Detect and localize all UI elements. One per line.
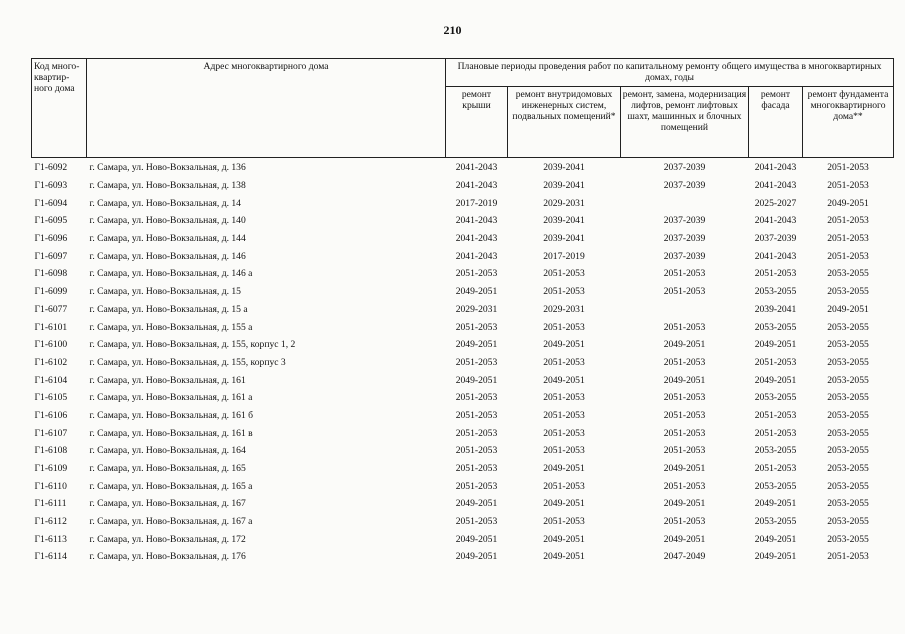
- cell-facade: 2051-2053: [754, 463, 797, 475]
- cell-facade: 2053-2055: [754, 392, 797, 404]
- cell-roof: 2049-2051: [455, 374, 498, 386]
- cell-roof: 2051-2053: [455, 427, 498, 439]
- cell-lifts: 2049-2051: [663, 374, 706, 386]
- table-row: [32, 442, 894, 460]
- cell-address: г. Самара, ул. Ново-Вокзальная, д. 161 в: [89, 427, 253, 439]
- cell-systems: 2051-2053: [543, 516, 585, 528]
- cell-systems: 2051-2053: [543, 409, 585, 421]
- cell-lifts: 2037-2039: [663, 162, 706, 174]
- table-row: [32, 495, 894, 513]
- cell-facade: 2049-2051: [754, 339, 797, 351]
- cell-systems: 2039-2041: [543, 215, 585, 227]
- cell-foundation: 2051-2053: [827, 215, 869, 227]
- cell-code: Г1-6104: [34, 374, 68, 386]
- cell-foundation: 2053-2055: [827, 286, 869, 298]
- cell-roof: 2041-2043: [455, 233, 498, 245]
- cell-roof: 2029-2031: [455, 303, 498, 315]
- cell-lifts: 2051-2053: [663, 321, 706, 333]
- cell-systems: 2039-2041: [543, 180, 585, 192]
- cell-address: г. Самара, ул. Ново-Вокзальная, д. 172: [89, 533, 246, 545]
- cell-lifts: 2051-2053: [663, 356, 706, 368]
- cell-address: г. Самара, ул. Ново-Вокзальная, д. 164: [89, 445, 246, 457]
- cell-foundation: 2053-2055: [827, 339, 869, 351]
- table-row: [32, 336, 894, 354]
- cell-code: Г1-6101: [34, 321, 68, 333]
- cell-roof: 2051-2053: [455, 463, 498, 475]
- table-row: [32, 265, 894, 283]
- cell-lifts: [621, 301, 749, 319]
- cell-facade: 2041-2043: [754, 250, 797, 262]
- cell-roof: 2049-2051: [455, 286, 498, 298]
- cell-address: г. Самара, ул. Ново-Вокзальная, д. 161: [89, 374, 246, 386]
- cell-systems: 2051-2053: [543, 480, 585, 492]
- cell-roof: 2049-2051: [455, 533, 498, 545]
- cell-address: г. Самара, ул. Ново-Вокзальная, д. 155 а: [89, 321, 253, 333]
- cell-facade: 2049-2051: [754, 374, 797, 386]
- cell-systems: 2051-2053: [543, 445, 585, 457]
- cell-systems: 2051-2053: [543, 268, 585, 280]
- cell-roof: 2051-2053: [455, 516, 498, 528]
- cell-facade: 2041-2043: [754, 215, 797, 227]
- cell-code: Г1-6106: [34, 409, 68, 421]
- cell-lifts: 2047-2049: [663, 551, 706, 563]
- cell-lifts: 2051-2053: [663, 445, 706, 457]
- cell-foundation: 2053-2055: [827, 445, 869, 457]
- cell-code: Г1-6096: [34, 233, 68, 245]
- table-row: [32, 212, 894, 230]
- cell-lifts: 2037-2039: [663, 233, 706, 245]
- cell-roof: 2051-2053: [455, 268, 498, 280]
- table-body: [32, 158, 894, 566]
- cell-roof: 2049-2051: [455, 498, 498, 510]
- cell-lifts: [621, 194, 749, 212]
- cell-address: г. Самара, ул. Ново-Вокзальная, д. 136: [89, 162, 246, 174]
- cell-code: Г1-6095: [34, 215, 68, 227]
- cell-systems: 2029-2031: [543, 303, 585, 315]
- cell-lifts: 2051-2053: [663, 480, 706, 492]
- cell-systems: 2039-2041: [543, 233, 585, 245]
- page-number: 210: [443, 23, 462, 37]
- cell-lifts: 2049-2051: [663, 339, 706, 351]
- cell-foundation: 2053-2055: [827, 268, 869, 280]
- cell-address: г. Самара, ул. Ново-Вокзальная, д. 176: [89, 551, 246, 563]
- cell-address: г. Самара, ул. Ново-Вокзальная, д. 144: [89, 233, 246, 245]
- cell-systems: 2049-2051: [543, 551, 585, 563]
- cell-foundation: 2053-2055: [827, 533, 869, 545]
- cell-systems: 2029-2031: [543, 197, 585, 209]
- cell-lifts: 2051-2053: [663, 427, 706, 439]
- cell-systems: 2039-2041: [543, 162, 585, 174]
- cell-code: Г1-6097: [34, 250, 68, 262]
- cell-roof: 2051-2053: [455, 445, 498, 457]
- cell-foundation: 2051-2053: [827, 551, 869, 563]
- cell-systems: 2049-2051: [543, 533, 585, 545]
- table-row: [32, 283, 894, 301]
- cell-roof: 2051-2053: [455, 409, 498, 421]
- cell-code: Г1-6099: [34, 286, 68, 298]
- cell-code: Г1-6114: [34, 551, 67, 563]
- cell-lifts: 2051-2053: [663, 516, 706, 528]
- cell-systems: 2051-2053: [543, 392, 585, 404]
- cell-foundation: 2053-2055: [827, 427, 869, 439]
- cell-address: г. Самара, ул. Ново-Вокзальная, д. 161 б: [89, 409, 254, 421]
- table-row: [32, 530, 894, 548]
- cell-address: г. Самара, ул. Ново-Вокзальная, д. 167: [89, 498, 246, 510]
- cell-facade: 2037-2039: [754, 233, 797, 245]
- cell-address: г. Самара, ул. Ново-Вокзальная, д. 146 а: [89, 268, 253, 280]
- cell-systems: 2049-2051: [543, 339, 585, 351]
- cell-foundation: 2053-2055: [827, 516, 869, 528]
- cell-code: Г1-6110: [34, 480, 67, 492]
- table-row: [32, 194, 894, 212]
- cell-lifts: 2051-2053: [663, 409, 706, 421]
- header-code: Код много-квартир-ного дома: [32, 59, 87, 158]
- table-row: [32, 158, 894, 177]
- cell-systems: 2049-2051: [543, 463, 585, 475]
- cell-foundation: 2051-2053: [827, 250, 869, 262]
- cell-code: Г1-6093: [34, 180, 68, 192]
- cell-facade: 2039-2041: [754, 303, 797, 315]
- cell-address: г. Самара, ул. Ново-Вокзальная, д. 167 а: [89, 516, 253, 528]
- cell-foundation: 2053-2055: [827, 356, 869, 368]
- cell-address: г. Самара, ул. Ново-Вокзальная, д. 155, корпус 1, 2: [89, 339, 296, 351]
- header-systems: ремонт внутридомовых инженерных систем, подвальных помещений*: [508, 87, 621, 158]
- capital-repair-table: [31, 58, 894, 566]
- table-row: [32, 389, 894, 407]
- table-row: [32, 301, 894, 319]
- cell-facade: 2041-2043: [754, 180, 797, 192]
- cell-foundation: 2053-2055: [827, 374, 869, 386]
- cell-roof: 2041-2043: [455, 250, 498, 262]
- cell-roof: 2051-2053: [455, 321, 498, 333]
- cell-code: Г1-6112: [34, 516, 67, 528]
- cell-systems: 2051-2053: [543, 321, 585, 333]
- cell-code: Г1-6113: [34, 533, 67, 545]
- table-row: [32, 424, 894, 442]
- table-row: [32, 371, 894, 389]
- cell-roof: 2041-2043: [455, 162, 498, 174]
- cell-foundation: 2051-2053: [827, 233, 869, 245]
- cell-roof: 2051-2053: [455, 480, 498, 492]
- cell-code: Г1-6094: [34, 197, 68, 209]
- cell-roof: 2049-2051: [455, 551, 498, 563]
- cell-facade: 2049-2051: [754, 533, 797, 545]
- cell-systems: 2017-2019: [543, 250, 585, 262]
- cell-foundation: 2053-2055: [827, 463, 869, 475]
- cell-foundation: 2053-2055: [827, 498, 869, 510]
- cell-foundation: 2049-2051: [827, 303, 869, 315]
- cell-lifts: 2051-2053: [663, 286, 706, 298]
- table-row: [32, 548, 894, 566]
- table-row: [32, 460, 894, 478]
- cell-systems: 2049-2051: [543, 498, 585, 510]
- table-row: [32, 477, 894, 495]
- cell-foundation: 2051-2053: [827, 162, 869, 174]
- cell-code: Г1-6098: [34, 268, 68, 280]
- table-row: [32, 177, 894, 195]
- cell-code: Г1-6111: [34, 498, 67, 510]
- cell-facade: 2053-2055: [754, 286, 797, 298]
- cell-roof: 2041-2043: [455, 215, 498, 227]
- cell-lifts: 2051-2053: [663, 268, 706, 280]
- cell-facade: 2053-2055: [754, 445, 797, 457]
- cell-code: Г1-6107: [34, 427, 68, 439]
- cell-facade: 2051-2053: [754, 356, 797, 368]
- cell-code: Г1-6109: [34, 463, 68, 475]
- header-foundation: ремонт фундамента многоквартирного дома**: [803, 87, 894, 158]
- table-row: [32, 354, 894, 372]
- cell-facade: 2053-2055: [754, 516, 797, 528]
- header-periods: Плановые периоды проведения работ по капитальному ремонту общего имущества в многоквартирных домах, годы: [446, 59, 894, 87]
- cell-address: г. Самара, ул. Ново-Вокзальная, д. 140: [89, 215, 246, 227]
- cell-lifts: 2037-2039: [663, 250, 706, 262]
- header-facade: ремонт фасада: [749, 87, 803, 158]
- cell-lifts: 2037-2039: [663, 215, 706, 227]
- cell-code: Г1-6108: [34, 445, 68, 457]
- cell-lifts: 2049-2051: [663, 498, 706, 510]
- table-row: [32, 513, 894, 531]
- cell-address: г. Самара, ул. Ново-Вокзальная, д. 165 а: [89, 480, 253, 492]
- cell-address: г. Самара, ул. Ново-Вокзальная, д. 15: [89, 286, 241, 298]
- cell-address: г. Самара, ул. Ново-Вокзальная, д. 161 а: [89, 392, 253, 404]
- cell-facade: 2049-2051: [754, 498, 797, 510]
- cell-roof: 2017-2019: [455, 197, 498, 209]
- cell-roof: 2049-2051: [455, 339, 498, 351]
- cell-lifts: 2049-2051: [663, 463, 706, 475]
- header-address: Адрес многоквартирного дома: [87, 59, 446, 158]
- cell-roof: 2041-2043: [455, 180, 498, 192]
- cell-roof: 2051-2053: [455, 356, 498, 368]
- cell-lifts: 2049-2051: [663, 533, 706, 545]
- cell-systems: 2051-2053: [543, 356, 585, 368]
- cell-facade: 2041-2043: [754, 162, 797, 174]
- cell-foundation: 2053-2055: [827, 409, 869, 421]
- table-row: [32, 318, 894, 336]
- cell-systems: 2049-2051: [543, 374, 585, 386]
- cell-foundation: 2049-2051: [827, 197, 869, 209]
- cell-facade: 2051-2053: [754, 268, 797, 280]
- cell-address: г. Самара, ул. Ново-Вокзальная, д. 138: [89, 180, 246, 192]
- table-row: [32, 247, 894, 265]
- cell-foundation: 2053-2055: [827, 321, 869, 333]
- cell-code: Г1-6077: [34, 303, 68, 315]
- header-roof: ремонт крыши: [446, 87, 508, 158]
- cell-address: г. Самара, ул. Ново-Вокзальная, д. 146: [89, 250, 246, 262]
- cell-code: Г1-6105: [34, 392, 68, 404]
- cell-facade: 2051-2053: [754, 427, 797, 439]
- cell-foundation: 2053-2055: [827, 480, 869, 492]
- cell-facade: 2053-2055: [754, 321, 797, 333]
- cell-lifts: 2037-2039: [663, 180, 706, 192]
- cell-code: Г1-6100: [34, 339, 68, 351]
- cell-roof: 2051-2053: [455, 392, 498, 404]
- cell-address: г. Самара, ул. Ново-Вокзальная, д. 15 а: [89, 303, 248, 315]
- cell-foundation: 2053-2055: [827, 392, 869, 404]
- cell-address: г. Самара, ул. Ново-Вокзальная, д. 155, корпус 3: [89, 356, 286, 368]
- cell-systems: 2051-2053: [543, 286, 585, 298]
- cell-code: Г1-6102: [34, 356, 68, 368]
- cell-address: г. Самара, ул. Ново-Вокзальная, д. 14: [89, 197, 241, 209]
- cell-address: г. Самара, ул. Ново-Вокзальная, д. 165: [89, 463, 246, 475]
- cell-facade: 2051-2053: [754, 409, 797, 421]
- cell-facade: 2025-2027: [754, 197, 797, 209]
- table-row: [32, 230, 894, 248]
- cell-systems: 2051-2053: [543, 427, 585, 439]
- cell-facade: 2053-2055: [754, 480, 797, 492]
- cell-lifts: 2051-2053: [663, 392, 706, 404]
- table-row: [32, 407, 894, 425]
- cell-foundation: 2051-2053: [827, 180, 869, 192]
- cell-facade: 2049-2051: [754, 551, 797, 563]
- header-lifts: ремонт, замена, модернизация лифтов, ремонт лифтовых шахт, машинных и блочных помещений: [621, 87, 749, 158]
- cell-code: Г1-6092: [34, 162, 68, 174]
